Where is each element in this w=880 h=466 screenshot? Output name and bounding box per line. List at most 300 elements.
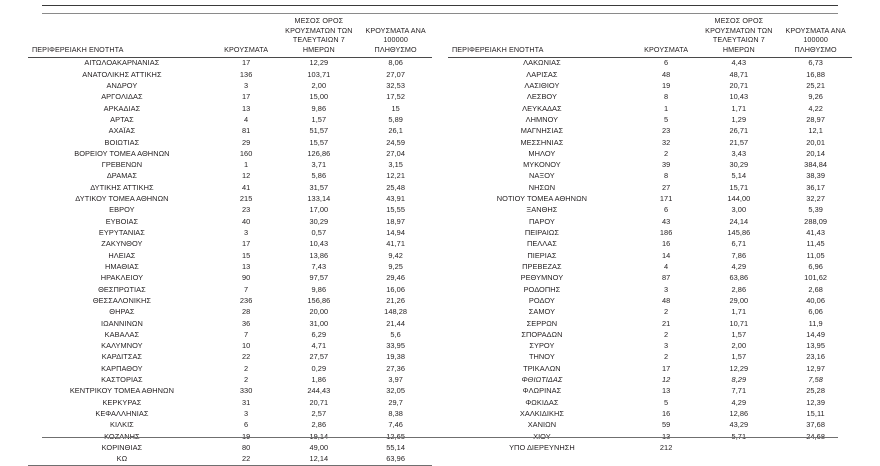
table-row bbox=[448, 57, 852, 69]
table-row bbox=[28, 216, 432, 227]
table-row bbox=[448, 306, 852, 317]
cases-cell: 21 bbox=[661, 318, 671, 328]
region-name-cell: ΚΙΛΚΙΣ bbox=[110, 420, 134, 430]
cases-cell: 2 bbox=[664, 352, 669, 362]
cases-cell: 23 bbox=[661, 126, 671, 136]
cases-cell: 8 bbox=[664, 92, 669, 102]
per100k-cell: 3,97 bbox=[388, 375, 403, 385]
cases-cell: 90 bbox=[241, 273, 251, 283]
per100k-cell: 14,49 bbox=[806, 329, 825, 339]
region-name-cell: ΑΧΑΪΑΣ bbox=[108, 126, 136, 136]
table-row bbox=[28, 295, 432, 306]
cases-cell: 87 bbox=[661, 273, 671, 283]
region-name-cell: ΡΟΔΟΠΗΣ bbox=[523, 284, 561, 294]
region-name-cell: ΚΩ bbox=[28, 453, 214, 465]
cases-cell: 171 bbox=[659, 194, 673, 204]
avg7-cell: 12,14 bbox=[278, 453, 359, 465]
region-name-cell: ΜΑΓΝΗΣΙΑΣ bbox=[520, 126, 564, 136]
table-row bbox=[448, 363, 852, 374]
cases-cell: 2 bbox=[664, 148, 669, 158]
right-header-region: ΠΕΡΙΦΕΡΕΙΑΚΗ ΕΝΟΤΗΤΑ bbox=[448, 16, 634, 57]
per100k-cell: 20,14 bbox=[806, 148, 825, 158]
per100k-cell: 25,21 bbox=[806, 80, 825, 90]
cases-cell: 136 bbox=[239, 69, 253, 79]
table-row bbox=[28, 159, 432, 170]
per100k-cell: 11,45 bbox=[806, 239, 825, 249]
table-row bbox=[28, 284, 432, 295]
avg7-cell: 12,29 bbox=[729, 363, 749, 373]
table-row bbox=[448, 318, 852, 329]
avg7-cell: 1,57 bbox=[311, 114, 327, 124]
per100k-cell: 29,7 bbox=[388, 397, 403, 407]
cases-cell: 1 bbox=[244, 160, 249, 170]
table-row bbox=[448, 114, 852, 125]
region-name-cell: ΒΟΙΩΤΙΑΣ bbox=[104, 137, 140, 147]
right-table-wrapper bbox=[440, 16, 880, 453]
avg7-cell: 0,57 bbox=[311, 228, 327, 238]
per100k-cell: 32,05 bbox=[386, 386, 405, 396]
cases-cell: 160 bbox=[239, 148, 253, 158]
cases-cell: 17 bbox=[661, 363, 671, 373]
table-row bbox=[28, 250, 432, 261]
table-row bbox=[28, 397, 432, 408]
region-name-cell: ΑΡΓΟΛΙΔΑΣ bbox=[101, 92, 143, 102]
avg7-cell: 1,71 bbox=[731, 103, 747, 113]
region-name-cell: ΝΟΤΙΟΥ ΤΟΜΕΑ ΑΘΗΝΩΝ bbox=[496, 194, 588, 204]
avg7-cell: 4,29 bbox=[731, 397, 747, 407]
avg7-cell: 8,29 bbox=[731, 375, 747, 385]
per100k-cell: 14,94 bbox=[386, 228, 405, 238]
region-name-cell: ΚΕΝΤΡΙΚΟΥ ΤΟΜΕΑ ΑΘΗΝΩΝ bbox=[69, 386, 174, 396]
avg7-cell: 2,00 bbox=[311, 80, 327, 90]
table-row bbox=[448, 295, 852, 306]
region-name-cell: ΠΡΕΒΕΖΑΣ bbox=[522, 261, 562, 271]
table-row bbox=[448, 329, 852, 340]
right-header-avg7-line3: ΤΕΛΕΥΤΑΙΩΝ 7 ΗΜΕΡΩΝ bbox=[712, 35, 765, 54]
region-name-cell: ΛΑΣΙΘΙΟΥ bbox=[524, 80, 560, 90]
per100k-cell: 288,09 bbox=[804, 216, 828, 226]
region-name-cell: ΙΩΑΝΝΙΝΩΝ bbox=[100, 318, 143, 328]
per100k-cell bbox=[779, 442, 852, 453]
region-name-cell: ΓΡΕΒΕΝΩΝ bbox=[101, 160, 143, 170]
region-name-cell: ΗΜΑΘΙΑΣ bbox=[104, 261, 139, 271]
avg7-cell: 26,71 bbox=[729, 126, 749, 136]
per100k-cell: 26,1 bbox=[388, 126, 403, 136]
cases-cell: 10 bbox=[241, 341, 251, 351]
region-name-cell: ΘΗΡΑΣ bbox=[109, 307, 135, 317]
region-name-cell: ΛΗΜΝΟΥ bbox=[525, 114, 559, 124]
table-row bbox=[448, 272, 852, 283]
per100k-cell: 33,95 bbox=[386, 341, 405, 351]
avg7-cell: 10,43 bbox=[729, 92, 749, 102]
right-header-row bbox=[448, 16, 852, 57]
per100k-cell: 7,58 bbox=[808, 375, 823, 385]
avg7-cell: 31,57 bbox=[309, 182, 329, 192]
per100k-cell: 28,97 bbox=[806, 114, 825, 124]
avg7-cell: 145,86 bbox=[727, 228, 751, 238]
cases-cell: 212 bbox=[659, 442, 673, 452]
cases-cell: 28 bbox=[241, 307, 251, 317]
cases-cell: 39 bbox=[661, 160, 671, 170]
region-name-cell: ΜΥΚΟΝΟΥ bbox=[523, 160, 561, 170]
cases-cell: 17 bbox=[241, 58, 251, 68]
table-row bbox=[448, 80, 852, 91]
right-table-head bbox=[448, 16, 852, 57]
cases-cell: 16 bbox=[661, 409, 671, 419]
avg7-cell: 7,43 bbox=[311, 261, 327, 271]
table-row bbox=[28, 386, 432, 397]
cases-cell: 6 bbox=[244, 420, 249, 430]
per100k-cell: 20,01 bbox=[806, 137, 825, 147]
avg7-cell: 19,14 bbox=[309, 431, 329, 441]
table-row bbox=[28, 239, 432, 250]
region-name-cell: ΚΑΒΑΛΑΣ bbox=[104, 329, 140, 339]
region-name-cell: ΡΟΔΟΥ bbox=[528, 295, 555, 305]
avg7-cell: 144,00 bbox=[727, 194, 751, 204]
avg7-cell: 3,00 bbox=[731, 205, 747, 215]
per100k-cell: 38,39 bbox=[806, 171, 825, 181]
avg7-cell: 103,71 bbox=[307, 69, 331, 79]
region-name-cell: ΧΑΛΚΙΔΙΚΗΣ bbox=[519, 409, 564, 419]
region-name-cell: ΛΑΡΙΣΑΣ bbox=[526, 69, 558, 79]
left-table-body bbox=[28, 57, 432, 465]
table-row bbox=[28, 306, 432, 317]
avg7-cell: 51,57 bbox=[309, 126, 329, 136]
region-name-cell: ΛΕΣΒΟΥ bbox=[526, 92, 557, 102]
per100k-cell: 18,97 bbox=[386, 216, 405, 226]
region-name-cell: ΔΡΑΜΑΣ bbox=[106, 171, 138, 181]
region-name-cell: ΠΕΛΛΑΣ bbox=[526, 239, 557, 249]
avg7-cell: 5,71 bbox=[731, 431, 747, 441]
per100k-cell: 16,88 bbox=[806, 69, 825, 79]
region-name-cell: ΦΩΚΙΔΑΣ bbox=[525, 397, 559, 407]
top-rule-inner bbox=[42, 13, 838, 14]
avg7-cell: 244,43 bbox=[307, 386, 331, 396]
region-name-cell: ΜΕΣΣΗΝΙΑΣ bbox=[520, 137, 564, 147]
avg7-cell: 43,29 bbox=[729, 420, 749, 430]
per100k-cell: 7,46 bbox=[388, 420, 403, 430]
avg7-cell: 3,71 bbox=[311, 160, 327, 170]
left-header-region: ΠΕΡΙΦΕΡΕΙΑΚΗ ΕΝΟΤΗΤΑ bbox=[28, 16, 214, 57]
region-name-cell: ΕΒΡΟΥ bbox=[109, 205, 135, 215]
region-name-cell: ΧΑΝΙΩΝ bbox=[527, 420, 557, 430]
table-row bbox=[448, 250, 852, 261]
region-name-cell: ΘΕΣΠΡΩΤΙΑΣ bbox=[98, 284, 146, 294]
table-row bbox=[28, 57, 432, 69]
region-name-cell: ΗΛΕΙΑΣ bbox=[108, 250, 136, 260]
right-header-avg7-line2: ΚΡΟΥΣΜΑΤΩΝ ΤΩΝ bbox=[705, 25, 773, 35]
left-table-wrapper bbox=[0, 16, 440, 466]
left-table-head bbox=[28, 16, 432, 57]
per100k-cell: 8,06 bbox=[388, 58, 403, 68]
right-header-cases: ΚΡΟΥΣΜΑΤΑ bbox=[634, 16, 699, 57]
region-name-cell: ΘΕΣΣΑΛΟΝΙΚΗΣ bbox=[92, 295, 151, 305]
cases-cell: 12 bbox=[241, 171, 251, 181]
region-name-cell: ΒΟΡΕΙΟΥ ΤΟΜΕΑ ΑΘΗΝΩΝ bbox=[74, 148, 170, 158]
per100k-cell: 4,22 bbox=[808, 103, 823, 113]
per100k-cell: 12,39 bbox=[806, 397, 825, 407]
avg7-cell: 27,57 bbox=[309, 352, 329, 362]
avg7-cell: 1,57 bbox=[731, 329, 747, 339]
table-row bbox=[448, 284, 852, 295]
left-header-row bbox=[28, 16, 432, 57]
region-name-cell: ΚΑΣΤΟΡΙΑΣ bbox=[101, 375, 143, 385]
cases-cell: 32 bbox=[661, 137, 671, 147]
table-row bbox=[448, 69, 852, 80]
per100k-cell: 41,43 bbox=[806, 228, 825, 238]
avg7-cell: 126,86 bbox=[307, 148, 331, 158]
per100k-cell: 36,17 bbox=[806, 182, 825, 192]
cases-cell: 29 bbox=[241, 137, 251, 147]
table-row bbox=[448, 125, 852, 136]
region-name-cell: ΑΡΚΑΔΙΑΣ bbox=[103, 103, 141, 113]
avg7-cell: 2,86 bbox=[311, 420, 327, 430]
table-row bbox=[28, 103, 432, 114]
per100k-cell: 23,16 bbox=[806, 352, 825, 362]
table-row bbox=[28, 193, 432, 204]
avg7-cell: 1,57 bbox=[731, 352, 747, 362]
cases-cell: 5 bbox=[664, 114, 669, 124]
region-name-cell: ΛΑΚΩΝΙΑΣ bbox=[523, 58, 561, 68]
right-header-avg7 bbox=[698, 16, 779, 57]
table-row bbox=[448, 182, 852, 193]
cases-cell: 236 bbox=[239, 295, 253, 305]
tables-container bbox=[0, 16, 880, 466]
per100k-cell: 5,39 bbox=[808, 205, 823, 215]
cases-cell: 31 bbox=[241, 397, 251, 407]
table-row bbox=[448, 227, 852, 238]
avg7-cell: 31,00 bbox=[309, 318, 329, 328]
cases-cell: 2 bbox=[244, 375, 249, 385]
cases-cell: 13 bbox=[661, 431, 671, 441]
bottom-rule bbox=[42, 437, 838, 438]
avg7-cell: 20,71 bbox=[729, 80, 749, 90]
cases-cell: 3 bbox=[244, 409, 249, 419]
per100k-cell: 11,05 bbox=[806, 250, 825, 260]
region-name-cell: ΑΡΤΑΣ bbox=[110, 114, 134, 124]
cases-cell: 17 bbox=[241, 92, 251, 102]
table-row bbox=[28, 272, 432, 283]
per100k-cell: 15,11 bbox=[806, 409, 825, 419]
per100k-cell: 3,15 bbox=[388, 160, 403, 170]
cases-cell: 7 bbox=[244, 329, 249, 339]
left-header-per100k-line2: ΠΛΗΘΥΣΜΟ bbox=[374, 44, 417, 54]
table-row bbox=[28, 91, 432, 102]
cases-cell: 27 bbox=[661, 182, 671, 192]
table-row bbox=[28, 137, 432, 148]
avg7-cell: 9,86 bbox=[311, 103, 327, 113]
table-row bbox=[448, 239, 852, 250]
cases-cell: 23 bbox=[241, 205, 251, 215]
avg7-cell: 24,14 bbox=[729, 216, 749, 226]
per100k-cell: 29,46 bbox=[386, 273, 405, 283]
avg7-cell: 17,00 bbox=[309, 205, 329, 215]
per100k-cell: 43,91 bbox=[386, 194, 405, 204]
per100k-cell: 8,38 bbox=[388, 409, 403, 419]
region-name-cell: ΦΘΙΩΤΙΔΑΣ bbox=[521, 375, 563, 385]
per100k-cell: 384,84 bbox=[804, 160, 828, 170]
region-name-cell: ΦΛΩΡΙΝΑΣ bbox=[522, 386, 562, 396]
table-row bbox=[28, 318, 432, 329]
right-header-per100k bbox=[779, 16, 852, 57]
table-row bbox=[28, 114, 432, 125]
region-name-cell: ΤΡΙΚΑΛΩΝ bbox=[523, 363, 561, 373]
table-row bbox=[448, 352, 852, 363]
avg7-cell: 7,86 bbox=[731, 250, 747, 260]
per100k-cell: 19,38 bbox=[386, 352, 405, 362]
table-row bbox=[28, 80, 432, 91]
cases-cell: 40 bbox=[241, 216, 251, 226]
region-name-cell: ΚΑΛΥΜΝΟΥ bbox=[101, 341, 143, 351]
right-cases-table bbox=[448, 16, 852, 453]
cases-cell: 13 bbox=[661, 386, 671, 396]
region-name-cell: ΣΠΟΡΑΔΩΝ bbox=[521, 329, 563, 339]
avg7-cell: 1,29 bbox=[731, 114, 747, 124]
per100k-cell: 2,68 bbox=[808, 284, 823, 294]
region-name-cell: ΣΥΡΟΥ bbox=[529, 341, 555, 351]
per100k-cell: 148,28 bbox=[384, 307, 408, 317]
region-name-cell: ΧΙΟΥ bbox=[533, 431, 551, 441]
table-row bbox=[448, 137, 852, 148]
avg7-cell: 20,71 bbox=[309, 397, 329, 407]
region-name-cell: ΚΕΡΚΥΡΑΣ bbox=[102, 397, 142, 407]
avg7-cell: 5,14 bbox=[731, 171, 747, 181]
cases-cell: 81 bbox=[241, 126, 251, 136]
table-row bbox=[448, 420, 852, 431]
cases-cell: 15 bbox=[241, 250, 251, 260]
region-name-cell: ΡΕΘΥΜΝΟΥ bbox=[520, 273, 564, 283]
per100k-cell: 11,9 bbox=[808, 318, 823, 328]
per100k-cell: 5,89 bbox=[388, 114, 403, 124]
cases-cell: 17 bbox=[241, 239, 251, 249]
per100k-cell: 27,04 bbox=[386, 148, 405, 158]
avg7-cell: 10,43 bbox=[309, 239, 329, 249]
avg7-cell: 1,71 bbox=[731, 307, 747, 317]
table-row bbox=[448, 340, 852, 351]
region-name-cell: ΝΑΞΟΥ bbox=[529, 171, 555, 181]
cases-cell: 2 bbox=[664, 329, 669, 339]
cases-cell: 4 bbox=[664, 261, 669, 271]
table-row bbox=[28, 125, 432, 136]
region-name-cell: ΕΥΡΥΤΑΝΙΑΣ bbox=[98, 228, 145, 238]
table-row bbox=[448, 397, 852, 408]
region-name-cell: ΜΗΛΟΥ bbox=[528, 148, 556, 158]
right-table-body bbox=[448, 57, 852, 453]
table-row bbox=[448, 261, 852, 272]
cases-cell: 13 bbox=[241, 261, 251, 271]
table-row bbox=[448, 374, 852, 385]
cases-cell: 43 bbox=[661, 216, 671, 226]
cases-cell: 6 bbox=[664, 58, 669, 68]
cases-cell: 36 bbox=[241, 318, 251, 328]
avg7-cell: 12,86 bbox=[729, 409, 749, 419]
per100k-cell: 37,68 bbox=[806, 420, 825, 430]
table-row bbox=[448, 91, 852, 102]
table-row bbox=[448, 171, 852, 182]
cases-cell: 59 bbox=[661, 420, 671, 430]
table-row bbox=[28, 352, 432, 363]
per100k-cell: 24,68 bbox=[806, 431, 825, 441]
region-name-cell: ΚΟΖΑΝΗΣ bbox=[104, 431, 140, 441]
left-header-avg7-line3: ΤΕΛΕΥΤΑΙΩΝ 7 ΗΜΕΡΩΝ bbox=[292, 35, 345, 54]
avg7-cell: 29,00 bbox=[729, 295, 749, 305]
per100k-cell: 55,14 bbox=[386, 442, 405, 452]
table-row bbox=[28, 340, 432, 351]
cases-cell: 22 bbox=[214, 453, 279, 465]
cases-cell: 14 bbox=[661, 250, 671, 260]
avg7-cell bbox=[698, 442, 779, 453]
right-header-avg7-line1: ΜΕΣΟΣ ΟΡΟΣ bbox=[714, 16, 764, 25]
cases-cell: 8 bbox=[664, 171, 669, 181]
region-name-cell: ΤΗΝΟΥ bbox=[528, 352, 555, 362]
left-header-avg7-line1: ΜΕΣΟΣ ΟΡΟΣ bbox=[294, 16, 344, 25]
table-row bbox=[28, 171, 432, 182]
avg7-cell: 1,86 bbox=[311, 375, 327, 385]
region-name-cell: ΚΕΦΑΛΛΗΝΙΑΣ bbox=[95, 409, 149, 419]
per100k-cell: 17,52 bbox=[386, 92, 405, 102]
avg7-cell: 21,57 bbox=[729, 137, 749, 147]
per100k-cell: 41,71 bbox=[386, 239, 405, 249]
region-name-cell: ΚΟΡΙΝΘΙΑΣ bbox=[101, 442, 143, 452]
cases-cell: 48 bbox=[661, 295, 671, 305]
table-row bbox=[28, 408, 432, 419]
avg7-cell: 2,00 bbox=[731, 341, 747, 351]
cases-cell: 2 bbox=[244, 363, 249, 373]
avg7-cell: 30,29 bbox=[729, 160, 749, 170]
table-row bbox=[28, 363, 432, 374]
region-name-cell: ΑΝΑΤΟΛΙΚΗΣ ΑΤΤΙΚΗΣ bbox=[82, 69, 162, 79]
table-row bbox=[448, 193, 852, 204]
table-row bbox=[448, 408, 852, 419]
region-name-cell: ΣΕΡΡΩΝ bbox=[526, 318, 558, 328]
left-header-avg7-line2: ΚΡΟΥΣΜΑΤΩΝ ΤΩΝ bbox=[285, 25, 353, 35]
left-header-per100k bbox=[359, 16, 432, 57]
region-name-cell: ΣΑΜΟΥ bbox=[528, 307, 556, 317]
avg7-cell: 49,00 bbox=[309, 442, 329, 452]
per100k-cell: 15 bbox=[391, 103, 400, 113]
avg7-cell: 97,57 bbox=[309, 273, 329, 283]
avg7-cell: 6,71 bbox=[731, 239, 747, 249]
per100k-cell: 21,44 bbox=[386, 318, 405, 328]
per100k-cell: 21,26 bbox=[386, 295, 405, 305]
table-row bbox=[28, 453, 432, 465]
avg7-cell: 63,86 bbox=[729, 273, 749, 283]
table-row bbox=[448, 148, 852, 159]
per100k-cell: 12,65 bbox=[386, 431, 405, 441]
per100k-cell: 27,36 bbox=[386, 363, 405, 373]
per100k-cell: 12,97 bbox=[806, 363, 825, 373]
avg7-cell: 6,29 bbox=[311, 329, 327, 339]
cases-cell: 16 bbox=[661, 239, 671, 249]
table-row bbox=[448, 442, 852, 453]
avg7-cell: 15,00 bbox=[309, 92, 329, 102]
region-name-cell: ΕΥΒΟΙΑΣ bbox=[105, 216, 139, 226]
avg7-cell: 5,86 bbox=[311, 171, 327, 181]
per100k-cell: 25,28 bbox=[806, 386, 825, 396]
region-name-cell: ΑΝΔΡΟΥ bbox=[106, 80, 138, 90]
region-name-cell: ΔΥΤΙΚΟΥ ΤΟΜΕΑ ΑΘΗΝΩΝ bbox=[75, 194, 169, 204]
avg7-cell: 4,71 bbox=[311, 341, 327, 351]
cases-cell: 48 bbox=[661, 69, 671, 79]
avg7-cell: 7,71 bbox=[731, 386, 747, 396]
top-rule-outer bbox=[42, 5, 838, 6]
avg7-cell: 133,14 bbox=[307, 194, 331, 204]
avg7-cell: 3,43 bbox=[731, 148, 747, 158]
table-row bbox=[448, 386, 852, 397]
table-row bbox=[28, 442, 432, 453]
per100k-cell: 6,06 bbox=[808, 307, 823, 317]
table-row bbox=[28, 261, 432, 272]
